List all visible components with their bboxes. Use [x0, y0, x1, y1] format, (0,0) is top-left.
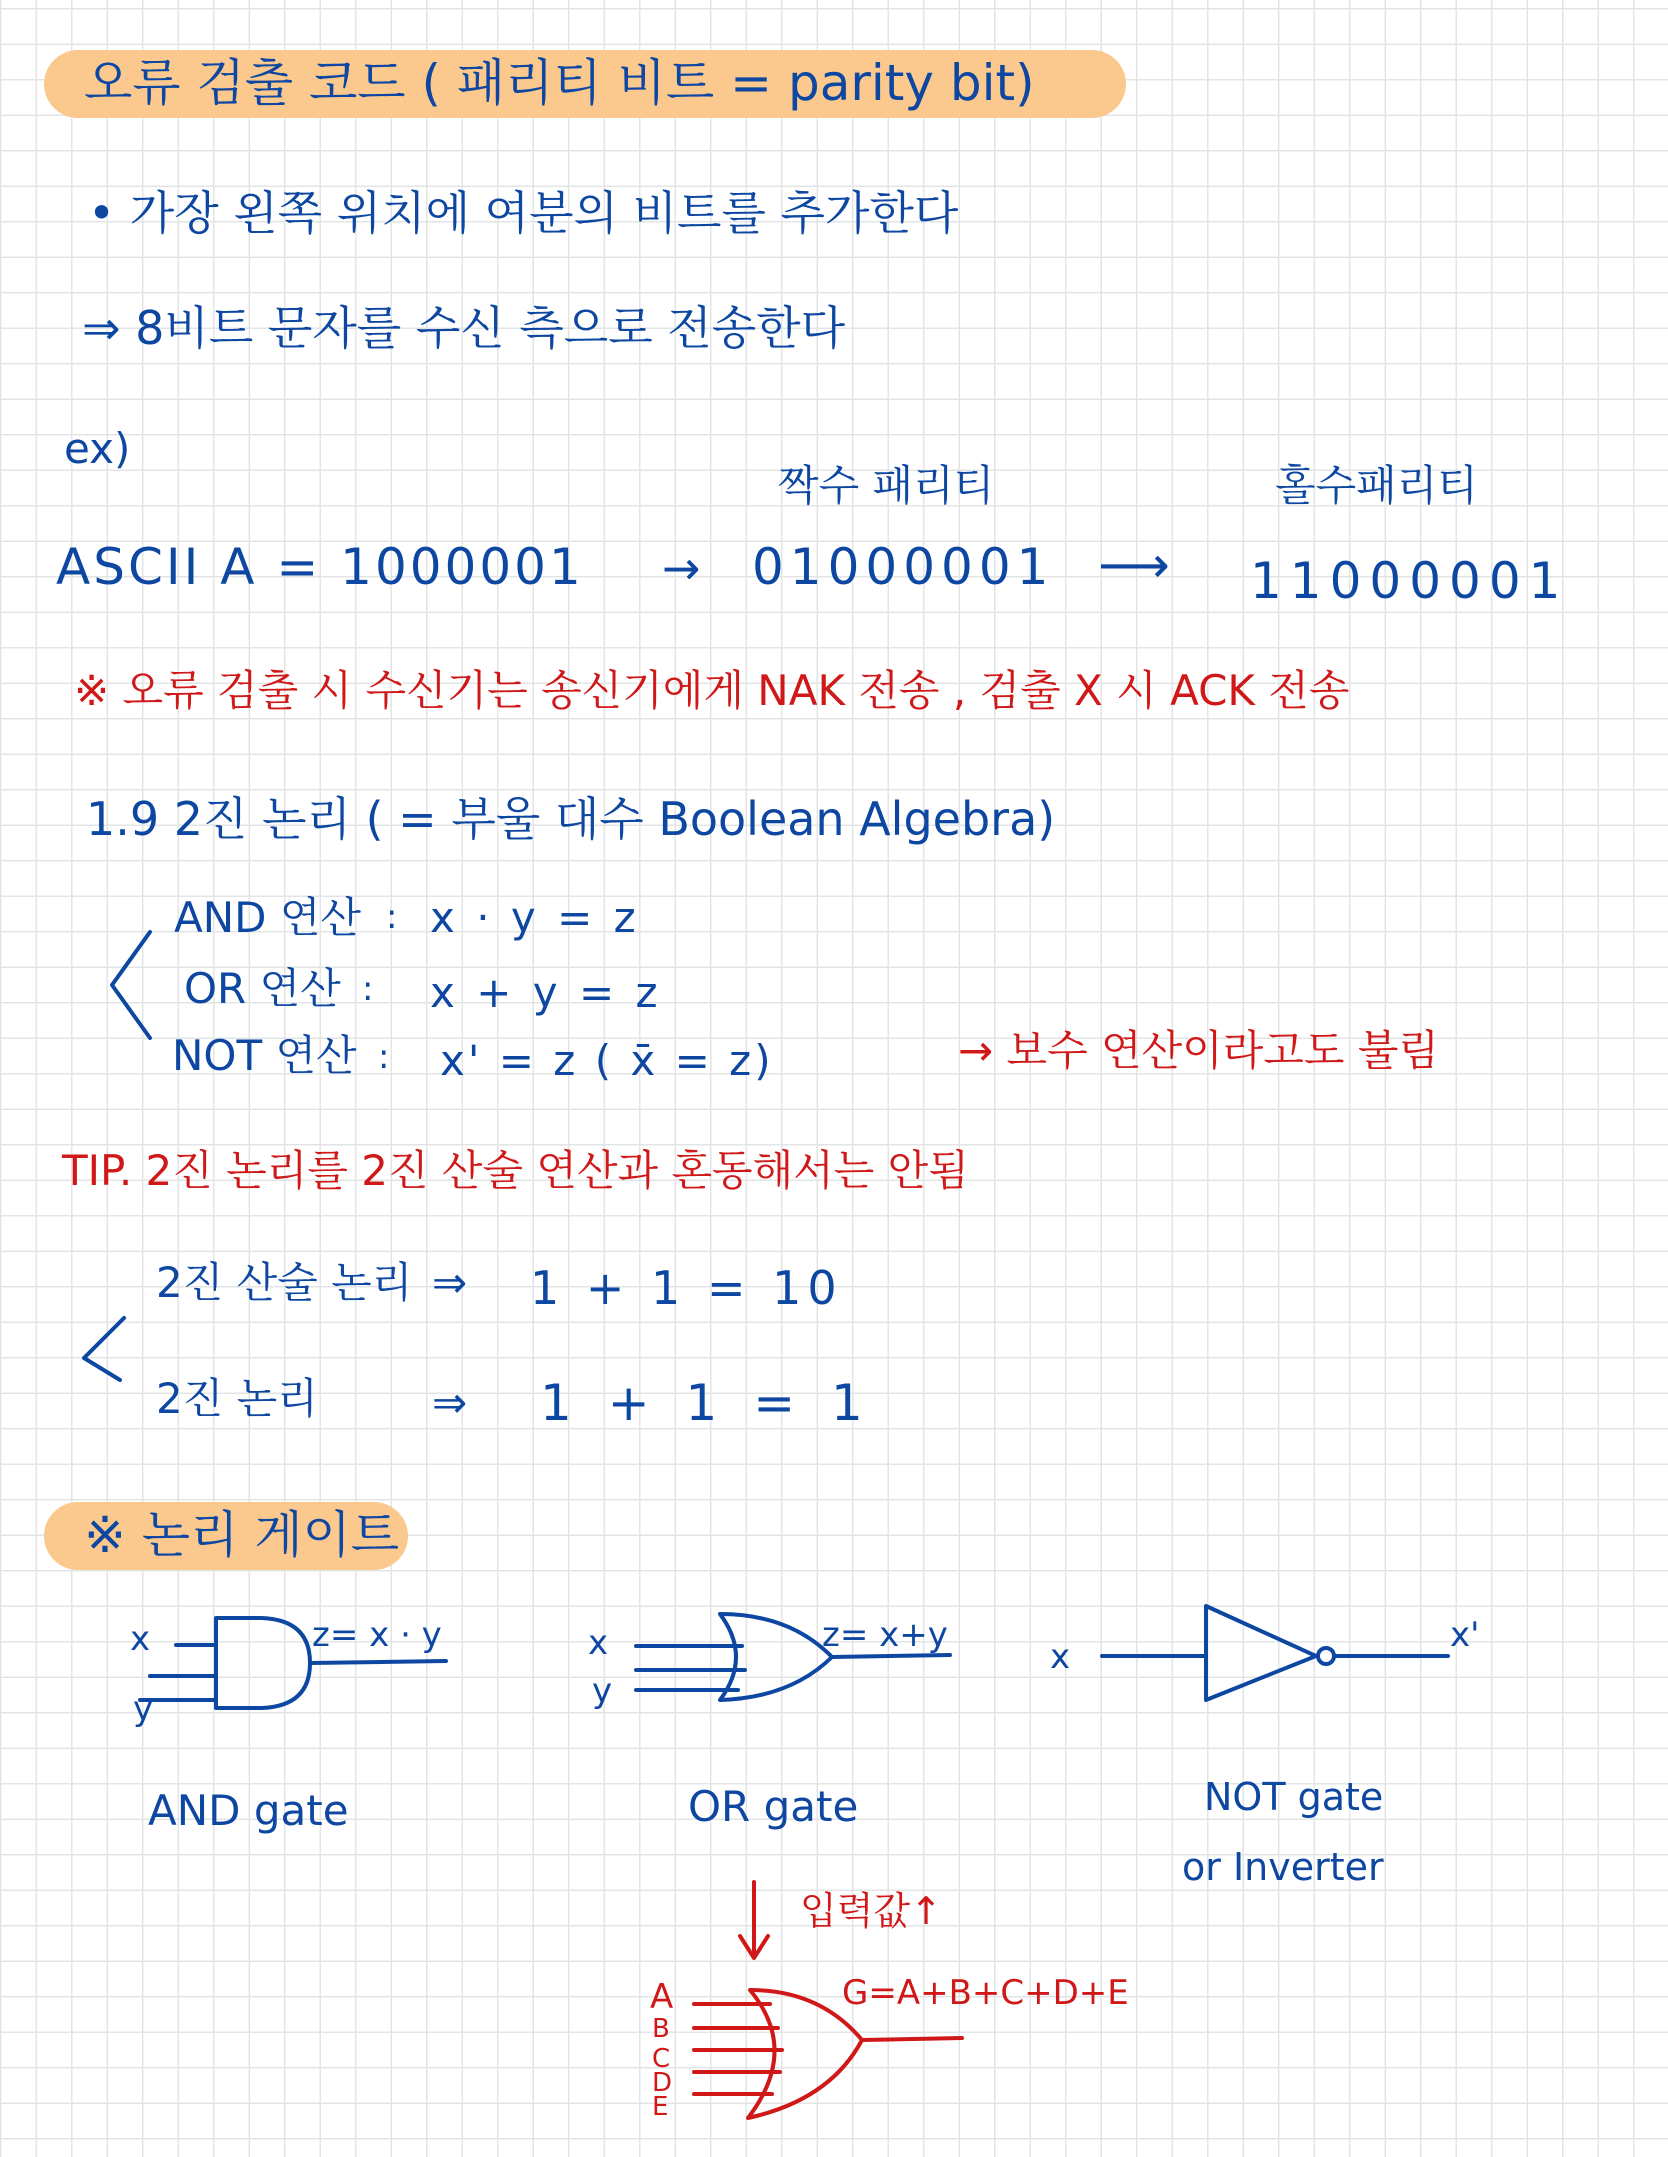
odd-parity-value: 11000001	[1250, 552, 1569, 610]
op-or-sep: :	[362, 969, 374, 1009]
multi-or-output-label: G=A+B+C+D+E	[842, 1973, 1129, 2013]
and-input-y: y	[133, 1689, 154, 1729]
op-not-sep: :	[378, 1037, 390, 1077]
and-gate-symbol	[140, 1615, 446, 1708]
or-gate-symbol	[636, 1614, 950, 1700]
ascii-expression: ASCII A = 1000001	[56, 538, 584, 596]
or-output-label: z= x+y	[822, 1615, 948, 1655]
arith-arrow-1: ⇒	[432, 1258, 468, 1307]
op-and-name: AND 연산	[174, 893, 361, 942]
or-input-x: x	[588, 1623, 609, 1663]
arith-bracket	[84, 1318, 124, 1380]
and-output-label: z= x · y	[312, 1615, 442, 1655]
and-gate-caption: AND gate	[148, 1786, 349, 1835]
arith-expr-2: 1 + 1 = 1	[540, 1374, 873, 1432]
arith-arrow-2: ⇒	[432, 1378, 468, 1427]
even-parity-value: 01000001	[752, 538, 1055, 596]
line-send-8bit: ⇒ 8비트 문자를 수신 측으로 전송한다	[82, 301, 846, 355]
inverter-caption: or Inverter	[1182, 1845, 1384, 1889]
input-increase-note: 입력값↑	[800, 1889, 942, 1933]
and-input-x: x	[130, 1619, 151, 1659]
arith-expr-1: 1 + 1 = 10	[530, 1261, 843, 1315]
op-or-name: OR 연산	[184, 964, 341, 1013]
tip-note: TIP. 2진 논리를 2진 산술 연산과 혼동해서는 안됨	[62, 1146, 969, 1195]
arrow-right-1: →	[662, 541, 701, 595]
op-not-name: NOT 연산	[172, 1031, 357, 1080]
multi-or-input-e: E	[652, 2092, 669, 2122]
ex-label: ex)	[64, 424, 131, 473]
multi-or-input-b: B	[652, 2014, 670, 2044]
heading-parity: 오류 검출 코드 ( 패리티 비트 = parity bit)	[84, 54, 1035, 112]
even-parity-label: 짝수 패리티	[778, 461, 995, 510]
bullet-add-bit: • 가장 왼쪽 위치에 여분의 비트를 추가한다	[88, 186, 959, 240]
op-and-sep: :	[386, 897, 398, 937]
multi-or-input-a: A	[650, 1977, 674, 2017]
not-gate-symbol	[1102, 1606, 1448, 1700]
op-or-expr: x + y = z	[430, 968, 662, 1017]
op-not-expr: x' = z ( x̄ = z)	[440, 1036, 774, 1085]
arith-label-1: 2진 산술 논리	[156, 1258, 413, 1307]
not-input-x: x	[1050, 1637, 1071, 1677]
multi-or-input-c: C	[652, 2044, 671, 2074]
or-input-y: y	[592, 1671, 613, 1711]
heading-logic-gates: ※ 논리 게이트	[84, 1506, 400, 1564]
odd-parity-label: 홀수패리티	[1275, 461, 1478, 510]
operations-bracket	[112, 932, 150, 1038]
not-gate-caption: NOT gate	[1204, 1775, 1384, 1819]
not-complement-note: → 보수 연산이라고도 불림	[958, 1026, 1439, 1075]
arrow-right-2: ⟶	[1098, 536, 1170, 594]
not-output-label: x'	[1450, 1615, 1480, 1655]
or-gate-caption: OR gate	[688, 1782, 859, 1831]
section-boolean-title: 1.9 2진 논리 ( = 부울 대수 Boolean Algebra)	[86, 792, 1056, 846]
down-arrow-red	[740, 1882, 768, 1958]
op-and-expr: x · y = z	[430, 893, 640, 942]
multi-or-gate-symbol	[694, 1990, 962, 2118]
multi-or-input-d: D	[652, 2068, 673, 2098]
arith-label-2: 2진 논리	[156, 1374, 318, 1423]
nak-ack-note: ※ 오류 검출 시 수신기는 송신기에게 NAK 전송 , 검출 X 시 ACK 전송	[74, 666, 1350, 715]
